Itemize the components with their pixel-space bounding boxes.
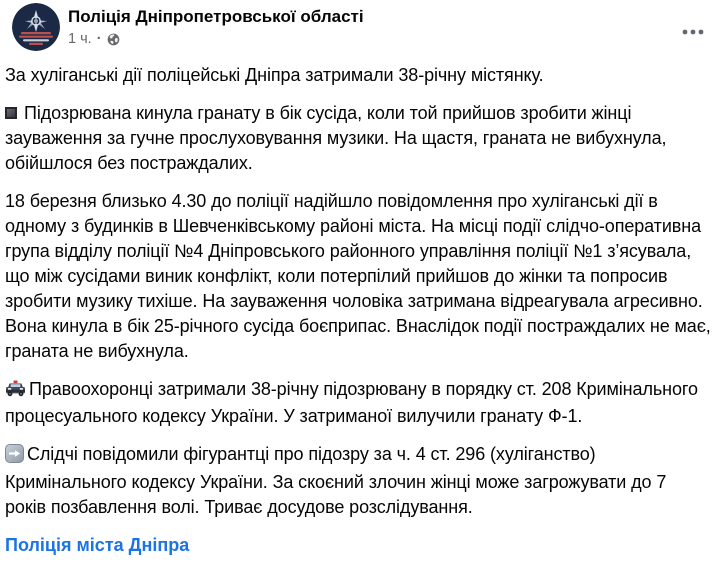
page-mention-link[interactable]: Поліція міста Дніпра (5, 535, 190, 555)
right-arrow-emoji (5, 444, 24, 470)
timestamp[interactable]: 1 ч. (68, 31, 92, 47)
paragraph (5, 442, 711, 520)
paragraph-text: Слідчі повідомили фігурантці про підозру за ч. 4 ст. 296 (хуліганство) Кримінального кодексу України. За скоєний злочин жінці може загрожувати до 7 років позбавлення волі. Триває досудове розслідування. (5, 444, 667, 517)
ellipsis-icon (682, 29, 704, 35)
post-menu-button[interactable] (677, 18, 709, 46)
police-car-emoji (5, 379, 26, 404)
paragraph-text: 18 березня близько 4.30 до поліції надійшло повідомлення про хуліганські дії в одному з будинків в Шевченківському районі міста. На місці події слідчо-оперативна група відділу поліції №4 Дніпровського районного управління поліції №1 з’ясувала, що між сусідами виник конфлікт, коли потерпілий прийшов до жінки та попросив зробити музику тихіше. На зауваження чоловіка затримана відреагувала агресивно. Вона кинула в бік 25-річного сусіда боєприпас. Внаслідок події постраждалих не має, граната не вибухнула. (5, 191, 711, 361)
separator-dot: · (96, 31, 102, 47)
page-name[interactable]: Поліція Дніпропетровської області (68, 7, 364, 26)
paragraph (5, 101, 711, 176)
paragraph (5, 63, 711, 88)
post-header (0, 0, 723, 57)
avatar[interactable] (12, 3, 60, 51)
paragraph (5, 377, 711, 429)
post-text (0, 57, 723, 558)
post-subline (68, 31, 364, 47)
paragraph-text: Правоохоронці затримали 38-річну підозрювану в порядку ст. 208 Кримінального процесуального кодексу України. У затриманої вилучили гранату Ф-1. (5, 379, 698, 426)
globe-icon (107, 33, 120, 46)
paragraph (5, 189, 711, 364)
paragraph-text: Підозрювана кинула гранату в бік сусіда, коли той прийшов зробити жінці зауваження за гучне прослуховування музики. На щастя, граната не вибухнула, обійшлося без постраждалих. (5, 103, 667, 173)
paragraph-text: За хуліганські дії поліцейські Дніпра затримали 38-річну містянку. (5, 65, 544, 85)
black-small-square-emoji (5, 107, 17, 119)
police-page-logo-icon (12, 3, 60, 51)
post-meta (68, 3, 364, 47)
